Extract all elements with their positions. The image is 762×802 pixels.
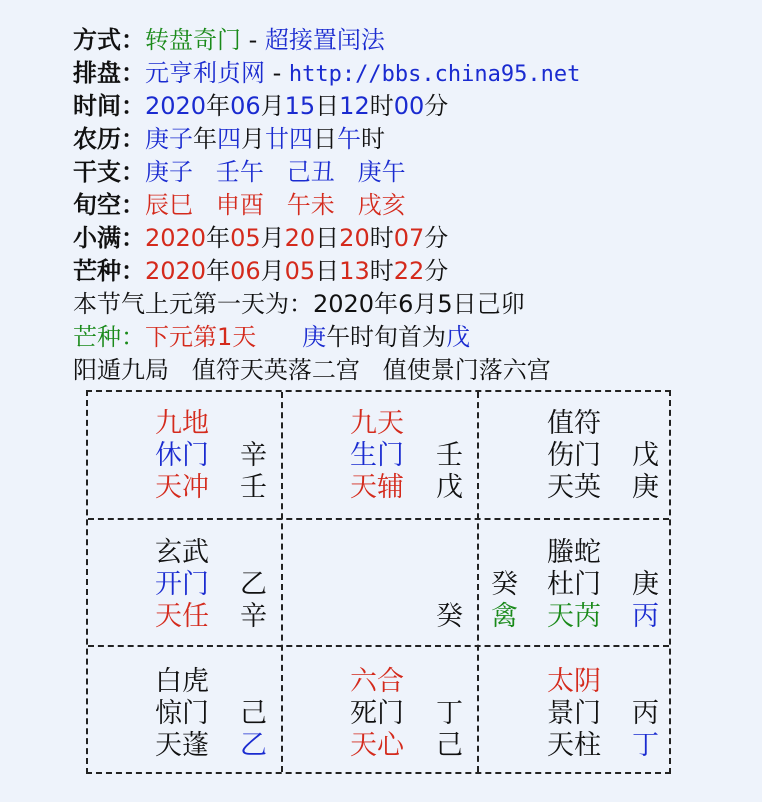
line-ganzhi xyxy=(73,156,406,188)
time-label: 时间： xyxy=(73,92,145,120)
star-label: 天冲 xyxy=(155,472,209,503)
god-label: 玄武 xyxy=(155,537,209,568)
god-label: 九地 xyxy=(155,408,209,439)
xun-a: 庚 xyxy=(302,323,327,351)
line-yuan xyxy=(73,321,470,353)
method-sep: - xyxy=(241,26,265,54)
time-mi: 分 xyxy=(424,92,449,120)
palace-top-right xyxy=(477,390,671,518)
time-month: 06 xyxy=(230,92,261,120)
mangzhong-mi: 分 xyxy=(424,257,449,285)
lunar-year: 庚子 xyxy=(145,125,193,153)
xun-c: 戊 xyxy=(446,323,471,351)
ganzhi-hour: 庚午 xyxy=(357,158,406,186)
xiaoman-month: 05 xyxy=(230,224,261,252)
xiaoman-label: 小满： xyxy=(73,224,145,252)
paipan-url[interactable]: http://bbs.china95.net xyxy=(288,62,581,87)
door-label: 死门 xyxy=(350,698,404,729)
stem-earth: 丙 xyxy=(632,601,659,632)
stem-earth: 辛 xyxy=(240,601,267,632)
door-label: 惊门 xyxy=(155,698,209,729)
xiaoman-y: 年 xyxy=(206,224,231,252)
lunar-month: 四 xyxy=(217,125,241,153)
xiaoman-hour: 20 xyxy=(339,224,370,252)
time-y: 年 xyxy=(206,92,231,120)
mangzhong-month: 06 xyxy=(230,257,261,285)
time-hour: 12 xyxy=(339,92,370,120)
door-label: 生门 xyxy=(350,440,404,471)
time-day: 15 xyxy=(284,92,316,120)
god-label: 值符 xyxy=(547,408,601,439)
star-label: 天柱 xyxy=(547,730,601,761)
line-mangzhong xyxy=(73,255,448,287)
time-m: 月 xyxy=(260,92,285,120)
line-lunar xyxy=(73,123,385,155)
lunar-label: 农历： xyxy=(73,125,145,153)
time-h: 时 xyxy=(369,92,394,120)
stem-heaven: 庚 xyxy=(632,569,659,600)
line-method xyxy=(73,24,385,56)
palace-bottom-middle xyxy=(281,646,477,774)
stem-earth: 乙 xyxy=(240,730,267,761)
stem-heaven: 丙 xyxy=(632,698,659,729)
god-label: 白虎 xyxy=(155,666,209,697)
yuan-value: 下元第1天 xyxy=(145,323,257,351)
star-label: 天心 xyxy=(350,730,404,761)
mangzhong-year: 2020 xyxy=(145,257,207,285)
method-value: 转盘奇门 xyxy=(145,26,241,54)
ganzhi-year: 庚子 xyxy=(145,158,193,186)
palace-bottom-right xyxy=(477,646,671,774)
xunkong-c: 午未 xyxy=(286,191,335,219)
time-year: 2020 xyxy=(145,92,207,120)
method-style: 超接置闰法 xyxy=(264,26,385,54)
paipan-label: 排盘： xyxy=(73,59,145,87)
line-xunkong xyxy=(73,189,406,221)
palace-center xyxy=(281,518,477,646)
palace-top-left xyxy=(86,390,281,518)
lunar-y: 年 xyxy=(193,125,217,153)
jieqi-start-line: 本节气上元第一天为：2020年6月5日己卯 xyxy=(73,290,525,318)
line-paipan xyxy=(73,57,580,91)
stem-heaven: 壬 xyxy=(436,440,463,471)
line-xiaoman xyxy=(73,222,448,254)
door-label: 杜门 xyxy=(547,569,601,600)
god-label: 六合 xyxy=(350,666,404,697)
star-label: 天蓬 xyxy=(155,730,209,761)
palace-middle-right xyxy=(477,518,671,646)
star-label: 天辅 xyxy=(350,472,404,503)
lunar-d: 日 xyxy=(313,125,337,153)
xiaoman-m: 月 xyxy=(260,224,285,252)
stem-earth: 己 xyxy=(436,730,463,761)
stem-heaven: 辛 xyxy=(240,440,267,471)
xiaoman-d: 日 xyxy=(315,224,340,252)
star-label: 天任 xyxy=(155,601,209,632)
xunkong-label: 旬空： xyxy=(73,191,145,219)
mangzhong-m: 月 xyxy=(260,257,285,285)
xiaoman-minute: 07 xyxy=(393,224,425,252)
yuan-label: 芒种： xyxy=(73,323,145,351)
palace-middle-left xyxy=(86,518,281,646)
stem-earth: 戊 xyxy=(436,472,463,503)
stem-heaven: 乙 xyxy=(240,569,267,600)
stem-heaven: 己 xyxy=(240,698,267,729)
time-d: 日 xyxy=(315,92,340,120)
mangzhong-minute: 22 xyxy=(393,257,425,285)
xiaoman-mi: 分 xyxy=(424,224,449,252)
lunar-hour: 午 xyxy=(337,125,361,153)
paipan-sep: - xyxy=(265,59,289,87)
ju-line: 阳遁九局 值符天英落二宫 值使景门落六宫 xyxy=(73,356,551,384)
mangzhong-d: 日 xyxy=(315,257,340,285)
xiaoman-h: 时 xyxy=(369,224,394,252)
mangzhong-hour: 13 xyxy=(339,257,370,285)
xunkong-d: 戌亥 xyxy=(357,191,406,219)
door-label: 伤门 xyxy=(547,440,601,471)
ganzhi-day: 己丑 xyxy=(286,158,335,186)
stem-earth: 庚 xyxy=(632,472,659,503)
stem-earth: 丁 xyxy=(632,730,659,761)
mangzhong-y: 年 xyxy=(206,257,231,285)
mangzhong-h: 时 xyxy=(369,257,394,285)
door-label: 景门 xyxy=(547,698,601,729)
lunar-m: 月 xyxy=(241,125,265,153)
stem-heaven: 戊 xyxy=(632,440,659,471)
star-label: 天英 xyxy=(547,472,601,503)
xunkong-b: 申酉 xyxy=(215,191,264,219)
stem-earth: 壬 xyxy=(240,472,267,503)
time-minute: 00 xyxy=(393,92,425,120)
paipan-site: 元亨利贞网 xyxy=(145,59,265,87)
jigong-stem: 癸 xyxy=(491,569,518,600)
xiaoman-year: 2020 xyxy=(145,224,207,252)
jigong-star: 禽 xyxy=(491,601,518,632)
lunar-h: 时 xyxy=(361,125,385,153)
ganzhi-month: 壬午 xyxy=(215,158,264,186)
xunkong-a: 辰巳 xyxy=(145,191,193,219)
mangzhong-label: 芒种： xyxy=(73,257,145,285)
palace-top-middle xyxy=(281,390,477,518)
stem-heaven: 丁 xyxy=(436,698,463,729)
lunar-day: 廿四 xyxy=(265,125,313,153)
method-label: 方式： xyxy=(73,26,145,54)
mangzhong-day: 05 xyxy=(284,257,316,285)
god-label: 九天 xyxy=(350,408,404,439)
palace-bottom-left xyxy=(86,646,281,774)
ganzhi-label: 干支： xyxy=(73,158,145,186)
door-label: 开门 xyxy=(155,569,209,600)
door-label: 休门 xyxy=(155,440,209,471)
star-label: 天芮 xyxy=(547,601,601,632)
line-time xyxy=(73,90,448,122)
xun-b: 午时旬首为 xyxy=(326,323,447,351)
xiaoman-day: 20 xyxy=(284,224,316,252)
god-label: 太阴 xyxy=(547,666,601,697)
god-label: 螣蛇 xyxy=(547,537,601,568)
stem-earth: 癸 xyxy=(436,601,463,632)
